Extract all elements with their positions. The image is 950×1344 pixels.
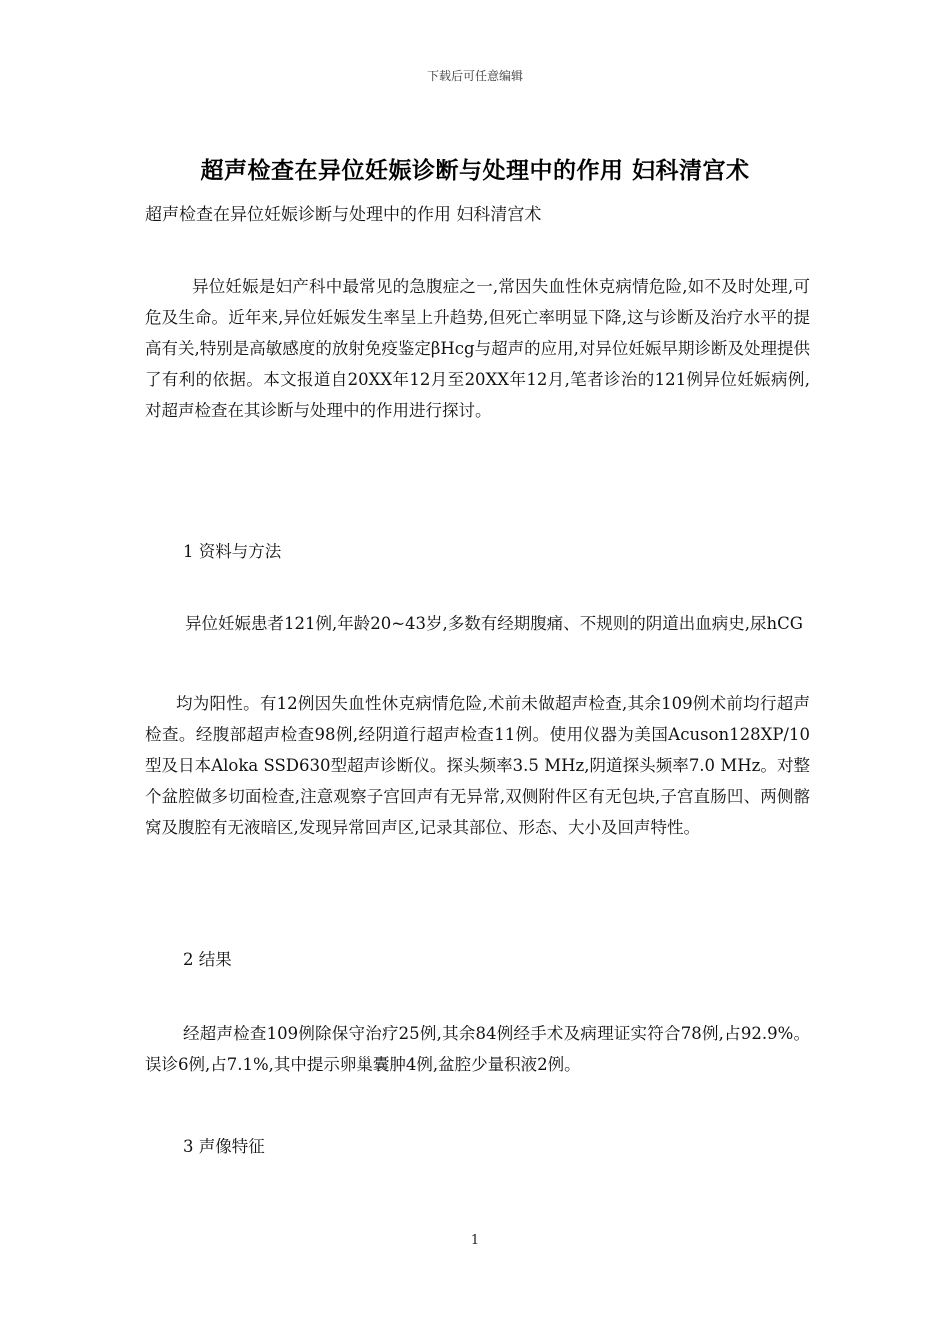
document-title: 超声检查在异位妊娠诊断与处理中的作用 妇科清宫术 <box>200 157 750 184</box>
methods-paragraph-2: 均为阳性。有12例因失血性休克病情危险,术前未做超声检查,其余109例术前均行超声检查。经腹部超声检查98例,经阴道行超声检查11例。使用仪器为美国Acuson128XP/10型及日本Aloka SSD630型超声诊断仪。探头频率3.5 MHz,阴道探头频率7.0 MHz。对整个盆腔做多切面检查,注意观察子宫回声有无异常,双侧附件区有无包块,子宫直肠凹、两侧髂窝及腹腔有无液暗区,发现异常回声区,记录其部位、形态、大小及回声特性。 <box>145 694 810 837</box>
intro-paragraph: 异位妊娠是妇产科中最常见的急腹症之一,常因失血性休克病情危险,如不及时处理,可危及生命。近年来,异位妊娠发生率呈上升趋势,但死亡率明显下降,这与诊断及治疗水平的提高有关,特别是高敏感度的放射免疫鉴定βHcg与超声的应用,对异位妊娠早期诊断及处理提供了有利的依据。本文报道自20XX年12月至20XX年12月,笔者诊治的121例异位妊娠病例,对超声检查在其诊断与处理中的作用进行探讨。 <box>145 277 810 420</box>
header-note: 下载后可任意编辑 <box>426 69 523 83</box>
section-heading-imaging: 3 声像特征 <box>183 1137 265 1156</box>
page-number: 1 <box>470 1233 480 1248</box>
document-subtitle: 超声检查在异位妊娠诊断与处理中的作用 妇科清宫术 <box>145 205 542 225</box>
section-heading-methods: 1 资料与方法 <box>183 542 282 561</box>
section-heading-results: 2 结果 <box>183 950 232 969</box>
results-paragraph: 经超声检查109例除保守治疗25例,其余84例经手术及病理证实符合78例,占92.9%。误诊6例,占7.1%,其中提示卵巢囊肿4例,盆腔少量积液2例。 <box>145 1024 810 1074</box>
methods-paragraph-1: 异位妊娠患者121例,年龄20~43岁,多数有经期腹痛、不规则的阴道出血病史,尿hCG <box>185 614 803 633</box>
